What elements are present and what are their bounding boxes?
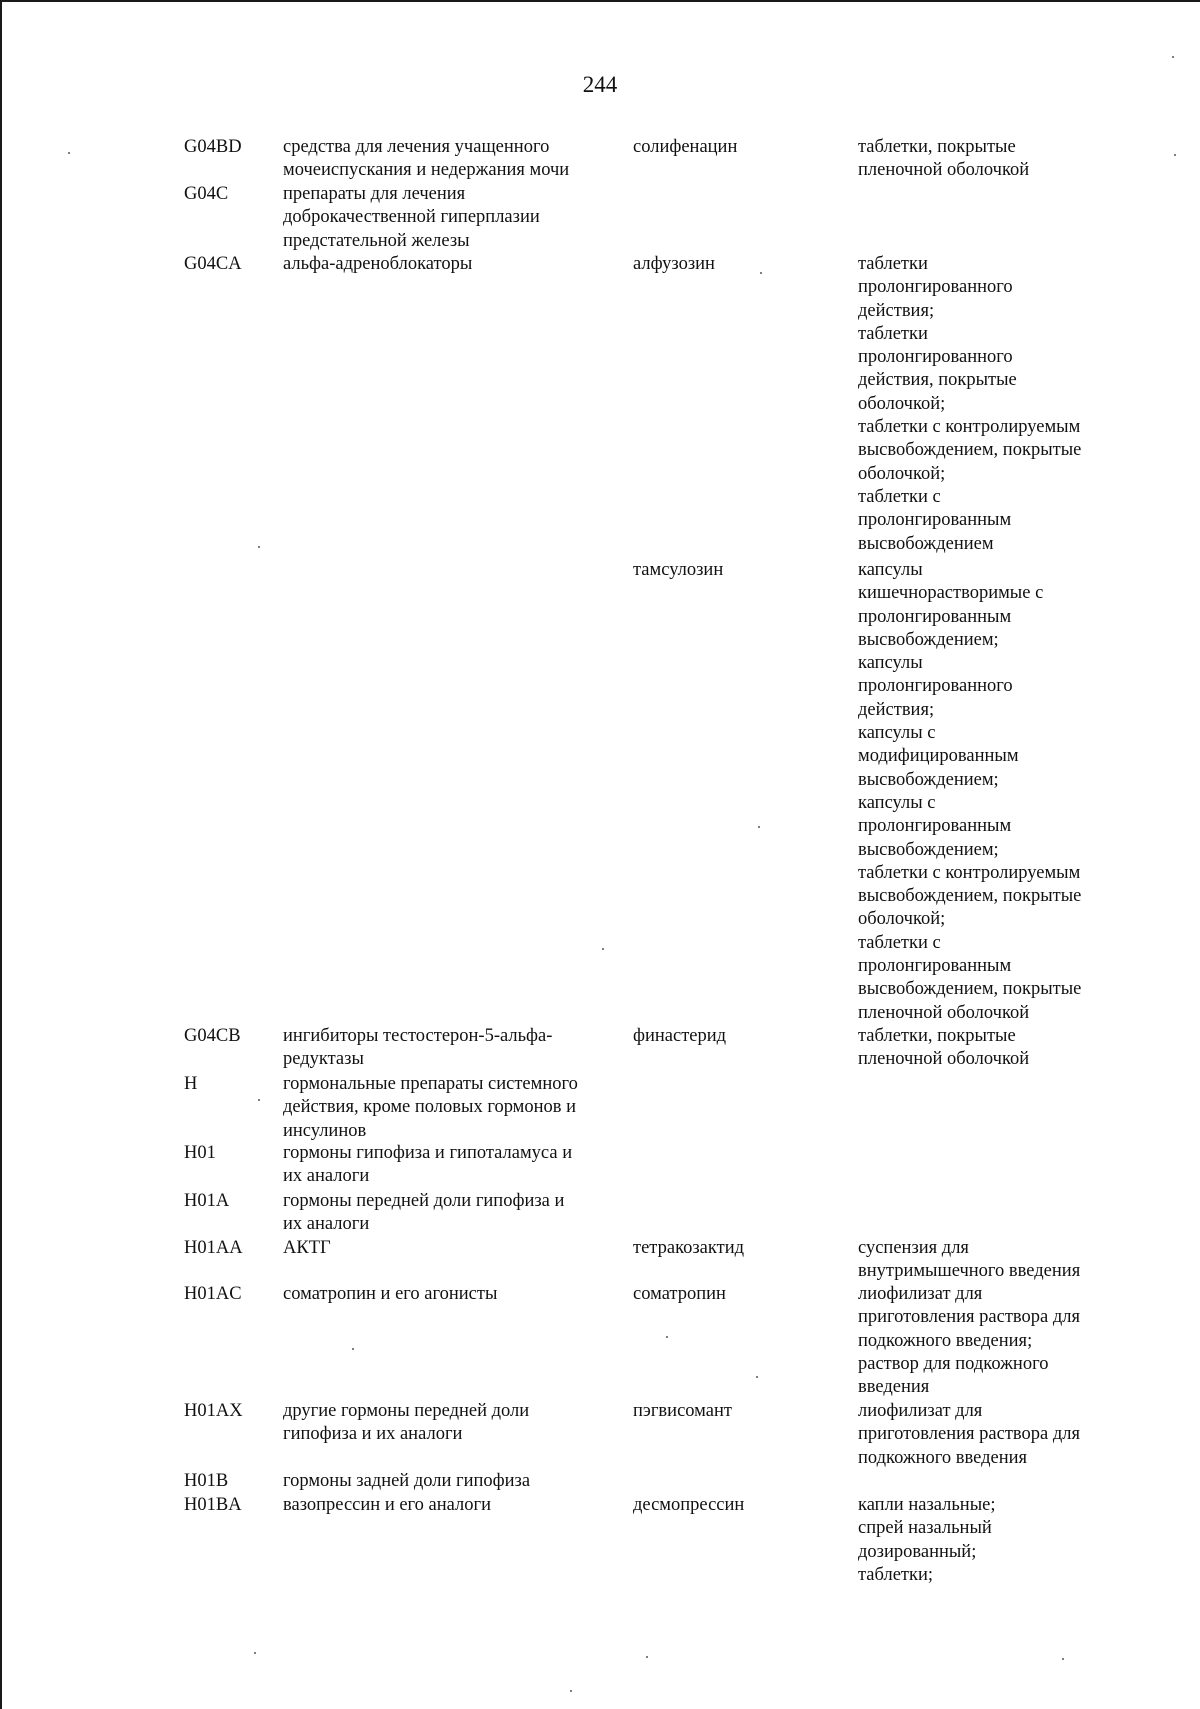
drug-name: десмопрессин bbox=[633, 1495, 745, 1515]
atc-code: G04CB bbox=[184, 1026, 241, 1046]
dosage-forms: лиофилизат для приготовления раствора для подкожного введения bbox=[858, 1401, 1080, 1468]
scan-border-top bbox=[0, 0, 1200, 2]
scan-speck bbox=[760, 272, 762, 274]
atc-group-name: альфа-адреноблокаторы bbox=[283, 254, 473, 274]
scan-speck bbox=[258, 1099, 260, 1101]
atc-group-name: соматропин и его агонисты bbox=[283, 1284, 498, 1304]
scan-speck bbox=[258, 546, 260, 548]
scan-speck bbox=[646, 1656, 648, 1658]
dosage-forms: лиофилизат для приготовления раствора для подкожного введения; раствор для подкожного введения bbox=[858, 1284, 1080, 1398]
scan-speck bbox=[1062, 1658, 1064, 1660]
atc-code: H01B bbox=[184, 1471, 229, 1491]
drug-name: соматропин bbox=[633, 1284, 726, 1304]
scan-speck bbox=[756, 1376, 758, 1378]
atc-code: G04BD bbox=[184, 137, 242, 157]
drug-name: тамсулозин bbox=[633, 560, 724, 580]
scan-speck bbox=[570, 1690, 572, 1692]
drug-name: финастерид bbox=[633, 1026, 727, 1046]
atc-group-name: препараты для лечения доброкачественной гиперплазии предстательной железы bbox=[283, 184, 540, 251]
scan-speck bbox=[68, 152, 70, 154]
atc-code: H01 bbox=[184, 1143, 216, 1163]
scan-speck bbox=[758, 826, 760, 828]
atc-code: G04C bbox=[184, 184, 229, 204]
dosage-forms: таблетки, покрытые пленочной оболочкой bbox=[858, 1026, 1030, 1070]
dosage-forms: таблетки, покрытые пленочной оболочкой bbox=[858, 137, 1030, 181]
atc-code: H01AC bbox=[184, 1284, 242, 1304]
drug-name: алфузозин bbox=[633, 254, 715, 274]
scan-border-left bbox=[0, 0, 2, 1709]
scan-speck bbox=[352, 1348, 354, 1350]
dosage-forms: капсулы кишечнорастворимые с пролонгированным высвобождением; капсулы пролонгированного действия; капсулы с модифицированным высвобождением; капсулы с пролонгированным высвобождением; таблетки с контролируемым высвобождением, покрытые оболочкой; таблетки с пролонгированным высвобождением, покрытые пленочной оболочкой bbox=[858, 560, 1082, 1023]
atc-group-name: средства для лечения учащенного мочеиспускания и недержания мочи bbox=[283, 137, 570, 181]
dosage-forms: суспензия для внутримышечного введения bbox=[858, 1238, 1081, 1282]
drug-name: пэгвисомант bbox=[633, 1401, 732, 1421]
atc-group-name: гормоны передней доли гипофиза и их аналоги bbox=[283, 1191, 565, 1235]
drug-name: солифенацин bbox=[633, 137, 738, 157]
atc-code: H01AA bbox=[184, 1238, 243, 1258]
atc-group-name: гормоны гипофиза и гипоталамуса и их аналоги bbox=[283, 1143, 573, 1187]
scan-speck bbox=[1174, 154, 1176, 156]
atc-code: H bbox=[184, 1074, 198, 1094]
atc-code: H01AX bbox=[184, 1401, 243, 1421]
atc-group-name: вазопрессин и его аналоги bbox=[283, 1495, 492, 1515]
page-number: 244 bbox=[582, 72, 618, 97]
dosage-forms: таблетки пролонгированного действия; таблетки пролонгированного действия, покрытые оболочкой; таблетки с контролируемым высвобождением, покрытые оболочкой; таблетки с пролонгированным высвобождением bbox=[858, 254, 1082, 554]
atc-code: H01A bbox=[184, 1191, 230, 1211]
atc-code: H01BA bbox=[184, 1495, 242, 1515]
scan-speck bbox=[666, 1336, 668, 1338]
dosage-forms: капли назальные; спрей назальный дозированный; таблетки; bbox=[858, 1495, 996, 1585]
atc-group-name: ингибиторы тестостерон-5-альфа- редуктазы bbox=[283, 1026, 553, 1070]
atc-group-name: гормоны задней доли гипофиза bbox=[283, 1471, 531, 1491]
atc-code: G04CA bbox=[184, 254, 242, 274]
scan-speck bbox=[254, 1652, 256, 1654]
atc-group-name: другие гормоны передней доли гипофиза и их аналоги bbox=[283, 1401, 530, 1445]
scan-speck bbox=[1172, 56, 1174, 58]
atc-group-name: гормональные препараты системного действия, кроме половых гормонов и инсулинов bbox=[283, 1074, 578, 1141]
scan-speck bbox=[602, 948, 604, 950]
atc-group-name: АКТГ bbox=[283, 1238, 331, 1258]
drug-name: тетракозактид bbox=[633, 1238, 745, 1258]
